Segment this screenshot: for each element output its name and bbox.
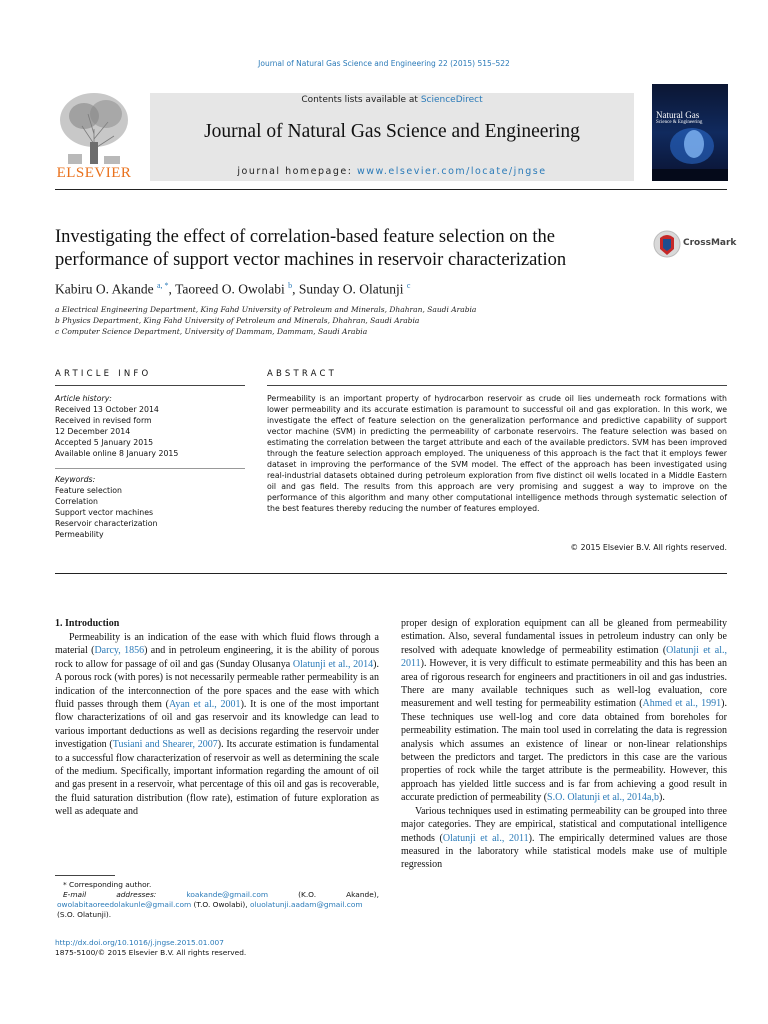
crossmark-icon <box>652 229 682 259</box>
section-heading-introduction: 1. Introduction <box>55 618 120 629</box>
footnote-rule <box>55 875 115 876</box>
left-column-text <box>55 631 379 819</box>
keyword-item: Correlation <box>55 497 98 506</box>
email-link[interactable]: oluolatunji.aadam@gmail.com <box>249 900 363 909</box>
abstract-rule <box>267 385 727 386</box>
email-label: E-mail addresses: <box>63 890 187 899</box>
paper-title <box>55 226 645 272</box>
intro-paragraph-1-continued: proper design of exploration equipment can all be gleaned from permeability estimation. Also, several fundamental issues in petroleum industry can only be resolved with adequate knowledge of permeability estimation (Olatunji et al., 2011). However, it is very difficult to estimate permeability and this has been an area of rigorous research for engineers and practitioners in oil and gas industries. There are many available techniques such as well-log evaluation, core measurement and well testing for permeability estimation (Ahmed et al., 1991). These techniques use well-log and core data obtained from boreholes for permeability estimation. The main tool used in correlating the data is regression analysis which assumes an existence of linear or non-linear relationships between the predictors and target. The predictors in this case are the various properties of rock while the target attribute is the permeability. However, this approach has yielded little success and is far from achieving a good result in accurate prediction of permeability (S.O. Olatunji et al., 2014a,b). <box>401 618 727 804</box>
cover-title-line-2: Science & Engineering <box>656 120 703 125</box>
right-column-text <box>401 617 727 872</box>
history-item: 12 December 2014 <box>55 427 131 436</box>
article-history-label: Article history: <box>55 394 112 403</box>
issn-copyright: 1875-5100/© 2015 Elsevier B.V. All rights reserved. <box>55 948 247 957</box>
homepage-prefix: journal homepage: <box>237 166 357 177</box>
affiliation-c: c Computer Science Department, University of Dammam, Dammam, Saudi Arabia <box>55 327 368 336</box>
contents-prefix: Contents lists available at <box>301 95 421 105</box>
doi-block <box>55 938 455 958</box>
author-3-affiliation[interactable]: c <box>406 281 411 290</box>
journal-cover-image <box>652 84 728 181</box>
corresponding-author-note: * Corresponding author. <box>63 880 152 889</box>
sciencedirect-link[interactable]: ScienceDirect <box>420 95 483 105</box>
homepage-link[interactable]: www.elsevier.com/locate/jngse <box>356 166 547 177</box>
email-addresses: E-mail addresses: koakande@gmail.com (K.O. Akande), owolabitaoreedolakunle@gmail.com (T.O. Owolabi), oluolatunji.aadam@gmail.com (S.O. Olatunji). <box>57 890 379 919</box>
header-rule <box>55 189 727 190</box>
author-list: Kabiru O. Akande $^{a, *}$, Taoreed O. Owolabi $^b$, Sunday O. Olatunji $^c$ <box>55 281 411 297</box>
cover-title <box>656 111 702 127</box>
email-link[interactable]: owolabitaoreedolakunle@gmail.com <box>57 900 192 909</box>
intro-paragraph-1: Permeability is an indication of the ease with which fluid flows through a material (Darcy, 1856) and in petroleum engineering, it is the ability of porous rock to allow for passage of oil and gas (Sunday Olusanya Olatunji et al., 2014). A porous rock (with pores) is not necessarily permeable rather permeability is an indication of the interconnection of the pore spaces and the ease with which fluid passes through them (Ayan et al., 2001). It is one of the most important flow characterizations of oil and gas reservoir and its knowledge can lead to various important deductions as well as decisions regarding the reservoir under investigation (Tusiani and Shearer, 2007). Its accurate estimation is fundamental to a successful flow characterization of reservoir as well as determining the scale of the medium. Specifically, important information regarding the amount of oil and gas present in a reservoir, what percentage of this oil and gas is recoverable, the fluid saturation distribution (flow rate), estimation of future exploration as well as adequate and <box>55 632 379 818</box>
keyword-item: Permeability <box>55 530 104 539</box>
author-2: Taoreed O. Owolabi <box>175 281 285 297</box>
email-owner: (S.O. Olatunji). <box>57 910 112 919</box>
crossmark-label: CrossMark <box>683 238 737 248</box>
citation-link[interactable]: Darcy, 1856 <box>94 645 145 657</box>
keywords-block <box>55 474 255 540</box>
history-item: Accepted 5 January 2015 <box>55 438 154 447</box>
keywords-rule <box>55 468 245 469</box>
citation-link[interactable]: Olatunji et al., 2011 <box>401 644 727 670</box>
doi-link[interactable]: http://dx.doi.org/10.1016/j.jngse.2015.01.007 <box>55 938 224 947</box>
keywords-label: Keywords: <box>55 475 96 484</box>
keyword-item: Reservoir characterization <box>55 519 158 528</box>
contents-line <box>150 95 634 105</box>
paper-title-line-1: Investigating the effect of correlation-based feature selection on the <box>55 227 555 247</box>
citation-link[interactable]: Olatunji et al., 2014 <box>292 658 374 670</box>
paper-title-line-2: performance of support vector machines in reservoir characterization <box>55 250 567 270</box>
abstract-copyright: © 2015 Elsevier B.V. All rights reserved. <box>570 543 727 552</box>
intro-paragraph-2: Various techniques used in estimating permeability can be grouped into three major categories. They are empirical, statistical and computational intelligence methods (Olatunji et al., 2011). The empirically determined values are those measured in the laboratory while statistical models make use of multiple regression <box>401 805 728 871</box>
author-2-affiliation[interactable]: b <box>288 281 293 290</box>
citation-link[interactable]: Ahmed et al., 1991 <box>642 698 722 710</box>
history-item: Available online 8 January 2015 <box>55 449 179 458</box>
abstract-heading: ABSTRACT <box>267 369 338 379</box>
email-link[interactable]: koakande@gmail.com <box>186 890 269 899</box>
affiliation-b: b Physics Department, King Fahd University of Petroleum and Minerals, Dhahran, Saudi Arabia <box>55 316 420 325</box>
keyword-item: Support vector machines <box>55 508 154 517</box>
article-info-rule <box>55 385 245 386</box>
history-item: Received in revised form <box>55 416 152 425</box>
citation-link[interactable]: S.O. Olatunji et al., 2014a,b <box>547 792 659 804</box>
author-1: Kabiru O. Akande <box>55 281 154 297</box>
cover-title-line-1: Natural Gas <box>656 110 700 120</box>
article-info-heading: ARTICLE INFO <box>55 369 152 379</box>
history-item: Received 13 October 2014 <box>55 405 159 414</box>
cover-flame-graphic <box>652 84 728 181</box>
journal-title: Journal of Natural Gas Science and Engineering <box>204 121 580 142</box>
journal-reference[interactable]: Journal of Natural Gas Science and Engineering 22 (2015) 515–522 <box>258 59 510 68</box>
footnote <box>55 880 379 920</box>
author-1-affiliation[interactable]: a, * <box>156 281 169 290</box>
abstract-bottom-rule <box>55 573 727 574</box>
publisher-logo-text: ELSEVIER <box>56 165 132 181</box>
abstract-text: Permeability is an important property of hydrocarbon reservoir as crude oil lies underneath rock formations with lower permeability and its accurate estimation is paramount to successful oil and gas exploration. In this work, we investigate the effect of feature selection on the generalization performance and predictive capability of support vector machine (SVM) in predicting the permeability of carbonate reservoirs. The feature selection was based on estimating the correlation between the target attribute and each of the available predictors. SVM has been improved through the feature selection approach employed. The uniqueness of this approach is the fact that it employs fewer dataset in improving the performance of the SVM model. The effect of the approach has been investigated using real-industrial datasets obtained during petroleum exploration from five distinct oil wells located in a Middle Eastern oil and gas field. The results from this approach are very promising and suggest a way to improve on the performance of this algorithm and many other computational intelligence methods through systematic selection of the best features thereby reducing the number of features employed. <box>267 394 727 513</box>
author-3: Sunday O. Olatunji <box>298 281 404 297</box>
citation-link[interactable]: Olatunji et al., 2011 <box>442 832 529 844</box>
journal-homepage <box>150 166 634 177</box>
citation-link[interactable]: Ayan et al., 2001 <box>169 699 241 711</box>
crossmark-badge[interactable] <box>652 229 737 261</box>
article-history <box>55 393 255 459</box>
citation-link[interactable]: Tusiani and Shearer, 2007 <box>112 739 218 751</box>
keyword-item: Feature selection <box>55 486 122 495</box>
affiliation-a: a Electrical Engineering Department, King Fahd University of Petroleum and Minerals, Dhahran, Saudi Arabia <box>55 305 477 314</box>
